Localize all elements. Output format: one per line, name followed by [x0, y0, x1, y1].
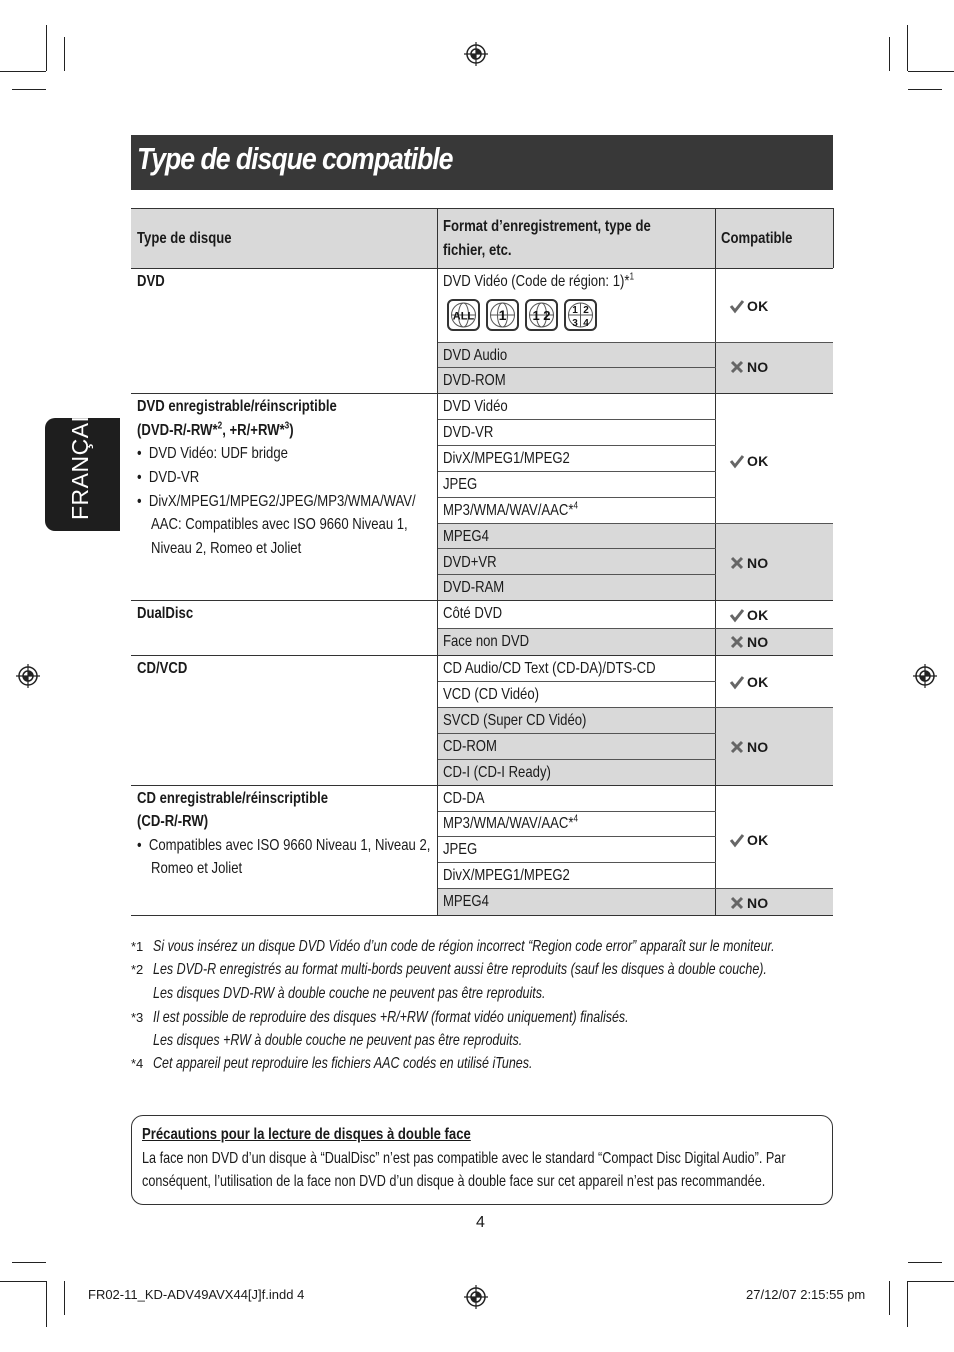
cross-icon	[729, 895, 745, 911]
format-cell: CD-DA	[443, 790, 485, 807]
status-no: NO	[729, 634, 768, 650]
format-cell: DVD Vidéo (Code de région: 1)*$^1$	[443, 271, 635, 290]
footnote-text: Les DVD-R enregistrés au format multi-bords peuvent aussi être reproduits (sauf les disques à double couche).	[153, 961, 767, 978]
slug-file: FR02-11_KD-ADV49AVX44[J]f.indd 4	[88, 1287, 305, 1302]
cross-icon	[729, 739, 745, 755]
format-cell: MP3/WMA/WAV/AAC*$^4$	[443, 500, 579, 519]
bullet-item: • DVD-VR	[137, 469, 200, 486]
format-cell: DivX/MPEG1/MPEG2	[443, 450, 570, 467]
format-cell: DVD+VR	[443, 554, 497, 571]
footnote-text: Il est possible de reproduire des disques +R/+RW (format vidéo uniquement) finalisés.	[153, 1009, 629, 1026]
registration-mark-icon	[464, 1285, 488, 1309]
caution-box	[131, 1115, 833, 1205]
status-ok: OK	[729, 298, 768, 314]
slug-date: 27/12/07 2:15:55 pm	[746, 1287, 866, 1302]
footnote-mark: *1	[131, 939, 144, 954]
check-icon	[729, 453, 745, 469]
check-icon	[729, 674, 745, 690]
footnote-text: Les disques +RW à double couche ne peuvent pas être reproduits.	[153, 1032, 523, 1049]
cross-icon	[729, 555, 745, 571]
format-cell: CD-ROM	[443, 738, 497, 755]
header-compatible: Compatible	[721, 230, 793, 247]
disc-type-dualdisc: DualDisc	[137, 605, 194, 622]
check-icon	[729, 607, 745, 623]
format-cell: DVD Audio	[443, 347, 508, 364]
format-cell: DVD-VR	[443, 424, 494, 441]
format-cell: JPEG	[443, 841, 478, 858]
format-cell: DVD Vidéo	[443, 398, 508, 415]
caution-text-line2: conséquent, l’utilisation de la face non DVD d’un disque à double face sur cet appareil n’est pas recommandée.	[142, 1173, 766, 1190]
svg-text:1 2: 1 2	[532, 308, 551, 323]
svg-text:ALL: ALL	[452, 310, 475, 323]
language-tab-label: FRANÇAIS	[67, 399, 93, 520]
region-all-icon	[447, 299, 480, 331]
footnote-mark: *2	[131, 962, 144, 977]
caution-text-line1: La face non DVD d’un disque à “DualDisc” n’est pas compatible avec le standard “Compact Disc Digital Audio”. Par	[142, 1150, 786, 1167]
region-1-icon	[486, 299, 519, 331]
disc-type-cd-recordable-formats: (CD-R/-RW)	[137, 813, 209, 830]
svg-text:1: 1	[572, 305, 578, 316]
status-no: NO	[729, 739, 768, 755]
svg-text:2: 2	[583, 305, 589, 316]
format-cell: VCD (CD Vidéo)	[443, 686, 540, 703]
language-tab	[45, 399, 120, 531]
check-icon	[729, 832, 745, 848]
format-cell: JPEG	[443, 476, 478, 493]
svg-text:1: 1	[498, 307, 507, 323]
disc-type-dvd-recordable: DVD enregistrable/réinscriptible	[137, 398, 337, 415]
svg-text:4: 4	[583, 318, 589, 329]
registration-mark-icon	[913, 664, 937, 688]
status-ok: OK	[729, 607, 768, 623]
format-cell: MPEG4	[443, 893, 489, 910]
status-ok: OK	[729, 674, 768, 690]
region-1-2-icon	[525, 299, 558, 331]
header-format-line1: Format d’enregistrement, type de	[443, 218, 651, 235]
bullet-item: • DivX/MPEG1/MPEG2/JPEG/MP3/WMA/WAV/	[137, 493, 416, 510]
svg-text:3: 3	[572, 318, 578, 329]
footnote-text: Si vous insérez un disque DVD Vidéo d’un code de région incorrect “Region code error” apparaît sur le moniteur.	[153, 938, 775, 955]
format-cell: DVD-ROM	[443, 372, 506, 389]
registration-mark-icon	[16, 664, 40, 688]
header-format-line2: fichier, etc.	[443, 242, 512, 259]
region-1-2-3-4-icon	[564, 299, 597, 331]
footnote-text: Cet appareil peut reproduire les fichiers AAC codés en utilisé iTunes.	[153, 1055, 533, 1072]
footnote-text: Les disques DVD-RW à double couche ne peuvent pas être reproduits.	[153, 985, 546, 1002]
bullet-item: • Compatibles avec ISO 9660 Niveau 1, Niveau 2,	[137, 837, 431, 854]
region-icons	[447, 299, 597, 331]
cross-icon	[729, 634, 745, 650]
format-cell: SVCD (Super CD Vidéo)	[443, 712, 587, 729]
format-cell: Face non DVD	[443, 633, 530, 650]
caution-title: Précautions pour la lecture de disques à double face	[142, 1126, 471, 1143]
disc-type-cd-vcd: CD/VCD	[137, 660, 188, 677]
header-disc-type: Type de disque	[137, 230, 232, 247]
registration-mark-icon	[464, 42, 488, 66]
disc-type-cd-recordable: CD enregistrable/réinscriptible	[137, 790, 329, 807]
page-number: 4	[476, 1214, 485, 1231]
format-cell: DivX/MPEG1/MPEG2	[443, 867, 570, 884]
bullet-continuation: Romeo et Joliet	[151, 860, 243, 877]
format-cell: MP3/WMA/WAV/AAC*$^4$	[443, 813, 579, 832]
bullet-continuation: Niveau 2, Romeo et Joliet	[151, 540, 302, 557]
check-icon	[729, 298, 745, 314]
title-bar	[131, 135, 833, 190]
format-cell: MPEG4	[443, 528, 489, 545]
disc-type-dvd: DVD	[137, 273, 165, 290]
footnote-mark: *3	[131, 1010, 144, 1025]
status-no: NO	[729, 555, 768, 571]
status-ok: OK	[729, 453, 768, 469]
format-cell: Côté DVD	[443, 605, 503, 622]
bullet-item: • DVD Vidéo: UDF bridge	[137, 445, 288, 462]
format-cell: CD-I (CD-I Ready)	[443, 764, 551, 781]
status-no: NO	[729, 359, 768, 375]
format-cell: DVD-RAM	[443, 579, 505, 596]
footnote-mark: *4	[131, 1056, 144, 1071]
page-title: Type de disque compatible	[137, 141, 453, 176]
cross-icon	[729, 359, 745, 375]
disc-type-dvd-recordable-formats: (DVD-R/-RW*$^2$, +R/+RW*$^3$)	[137, 420, 294, 439]
status-no: NO	[729, 895, 768, 911]
status-ok: OK	[729, 832, 768, 848]
format-cell: CD Audio/CD Text (CD-DA)/DTS-CD	[443, 660, 656, 677]
bullet-continuation: AAC: Compatibles avec ISO 9660 Niveau 1,	[151, 516, 408, 533]
